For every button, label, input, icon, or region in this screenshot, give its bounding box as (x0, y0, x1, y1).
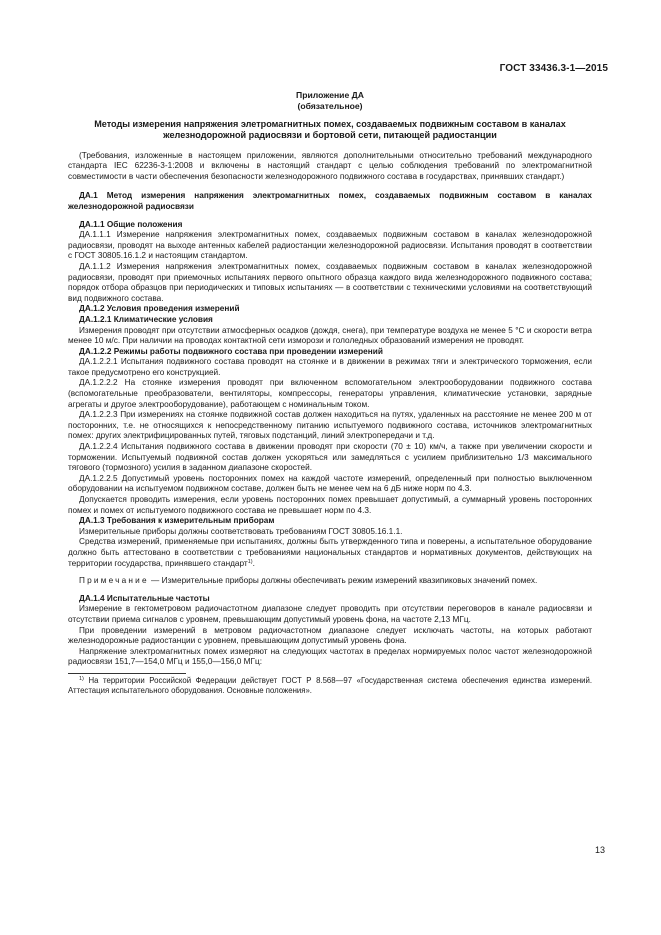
footnote-mark: 1) (79, 675, 84, 682)
paragraph-da13-instruments: Измерительные приборы должны соответствовать требованиям ГОСТ 30805.16.1.1. (79, 526, 403, 536)
paragraph-da1222: ДА.1.2.2.2 На стоянке измерения проводят при включенном вспомогательном электрооборудовании подвижного состава (вспомогательные преобразователи, вентиляторы, компрессоры, генераторы управления, климатические установки, зарядные агрегаты и другое электрооборудование), работающем с номинальным током. (68, 378, 592, 409)
footnote-text: На территории Российской Федерации действует ГОСТ Р 8.568—97 «Государственная система обеспечения единства измерений. Аттестация испытательного оборудования. Основные положения». (68, 675, 592, 696)
paragraph-da1221: ДА.1.2.2.1 Испытания подвижного состава проводят на стоянке и в движении в режимах тяги и электрического торможения, если такое предусмотрено его конструкцией. (68, 357, 592, 377)
annex-status: (обязательное) (297, 100, 363, 111)
paragraph-da13-certification (68, 537, 592, 569)
paragraph-da14-frequencies: Напряжение электромагнитных помех измеряют на следующих частотах в пределах нормируемых полос частот железнодорожной радиосвязи 151,7—154,0 МГц и 155,0—156,0 МГц: (68, 646, 592, 667)
note-label: Примечание (79, 576, 149, 586)
page-content (68, 90, 592, 697)
annex-heading: Методы измерения напряжения элетромагнитных помех, создаваемых подвижным составом в каналах железнодорожной радиосвязи и бортовой сети, питающей радиостанции (94, 118, 566, 141)
section-da1-title: ДА.1 Метод измерения напряжения электромагнитных помех, создаваемых подвижным составом в каналах железнодорожной радиосвязи (68, 191, 592, 211)
paragraph-da111: ДА.1.1.1 Измерение напряжения электромагнитных помех, создаваемых подвижным составом в каналах железнодорожной радиосвязи, проводят на выходе антенных кабелей радиостанции железнодорожной радиосвязи. Испытания проводят в соответствии с ГОСТ 30805.16.1.2 и настоящим стандартом. (68, 230, 592, 261)
paragraph-da1225: ДА.1.2.2.5 Допустимый уровень посторонних помех на каждой частоте измерений, определенный при полностью выключенном оборудовании на испытуемом подвижном составе, должен быть не менее чем на 6 дБ ниже норм по 4.3. (68, 473, 592, 494)
section-da12-title: ДА.1.2 Условия проведения измерений (79, 304, 240, 314)
paragraph-da1224: ДА.1.2.2.4 Испытания подвижного состава в движении проводят при скорости (70 ± 10) км/ч, а также при увеличении скорости и торможении. Испытуемый подвижной состав должен ускоряться или замедляться с усилием приблизительно 1/3 максимального тягового (тормозного) усилия в заданном диапазоне скоростей. (68, 442, 592, 473)
paragraph-da1225-addendum: Допускается проводить измерения, если уровень посторонних помех превышает допустимый, а суммарный уровень посторонних помех и помех от испытуемого подвижного состава не превышает норм по 4.3. (68, 495, 592, 515)
section-da122-title: ДА.1.2.2 Режимы работы подвижного состава при проведении измерений (79, 346, 383, 356)
section-da11-title: ДА.1.1 Общие положения (79, 219, 183, 229)
section-da13-title: ДА.1.3 Требования к измерительным приборам (79, 516, 275, 526)
document-code-header: ГОСТ 33436.3-1—2015 (499, 63, 608, 74)
paragraph-da121: Измерения проводят при отсутствии атмосферных осадков (дождя, снега), при температуре воздуха не менее 5 °С и скорости ветра менее 10 м/с. При наличии на проводах контактной сети изморози и гололедных образований измерения не проводят. (68, 325, 592, 346)
paragraph-da1223: ДА.1.2.2.3 При измерениях на стоянке подвижной состав должен находиться на путях, удаленных на расстояние не менее 200 м от посторонних, т.е. не относящихся к непосредственному питанию испытуемого подвижного состава, источников электромагнитных помех: других электрифицированных путей, тяговых подстанций, линий электропередачи и т.д. (68, 410, 592, 441)
footnote-ref: 1) (247, 558, 253, 565)
annex-title: Приложение ДА (296, 90, 364, 100)
footnote-divider (68, 673, 186, 674)
section-da14-title: ДА.1.4 Испытательные частоты (79, 593, 210, 603)
paragraph-da13-certification-end: . (252, 558, 255, 568)
page-number: 13 (594, 845, 605, 855)
footnote (68, 676, 592, 697)
section-da121-title: ДА.1.2.1 Климатические условия (79, 314, 213, 324)
paragraph-da14-meter: При проведении измерений в метровом радиочастотном диапазоне следует исключать частоты, на которых работают железнодорожные радиостанции с уровнем, превышающим допустимый уровень фона. (68, 625, 592, 646)
paragraph-da14-hectometer: Измерение в гектометровом радиочастотном диапазоне следует проводить при отсутствии переговоров в канале радиосвязи и отсутствии приема сигналов с уровнем, превышающим допустимый уровень фона, на частоте 2,13 МГц. (68, 604, 592, 624)
paragraph-da112: ДА.1.1.2 Измерения напряжения электромагнитных помех, создаваемых подвижным составом в каналах железнодорожной радиосвязи, проводят при приемочных испытаниях первого опытного образца каждого вида железнодорожного подвижного состава; порядок отбора образцов при периодических и типовых испытаниях — в соответствии с техническими условиями на соответствующий вид подвижного состава. (68, 261, 592, 303)
annex-intro: (Требования, изложенные в настоящем приложении, являются дополнительными относительно требований международного стандарта IEC 62236-3-1:2008 и включены в настоящий стандарт с целью соблюдения требований по электромагнитной совместимости в части обеспечения безопасности железнодорожного подвижного состава в государствах, принявших стандарт.) (68, 150, 592, 181)
note (68, 576, 592, 587)
paragraph-da13-certification-text: Средства измерений, применяемые при испытаниях, должны быть утвержденного типа и поверены, а испытательное оборудование должно быть аттестовано в соответствии с требованиями национальных стандартов и нормативных документов, действующих на территории государства, принявшего стандарт (68, 537, 592, 568)
note-text: — Измерительные приборы должны обеспечивать режим измерений квазипиковых значений помех. (148, 576, 538, 586)
